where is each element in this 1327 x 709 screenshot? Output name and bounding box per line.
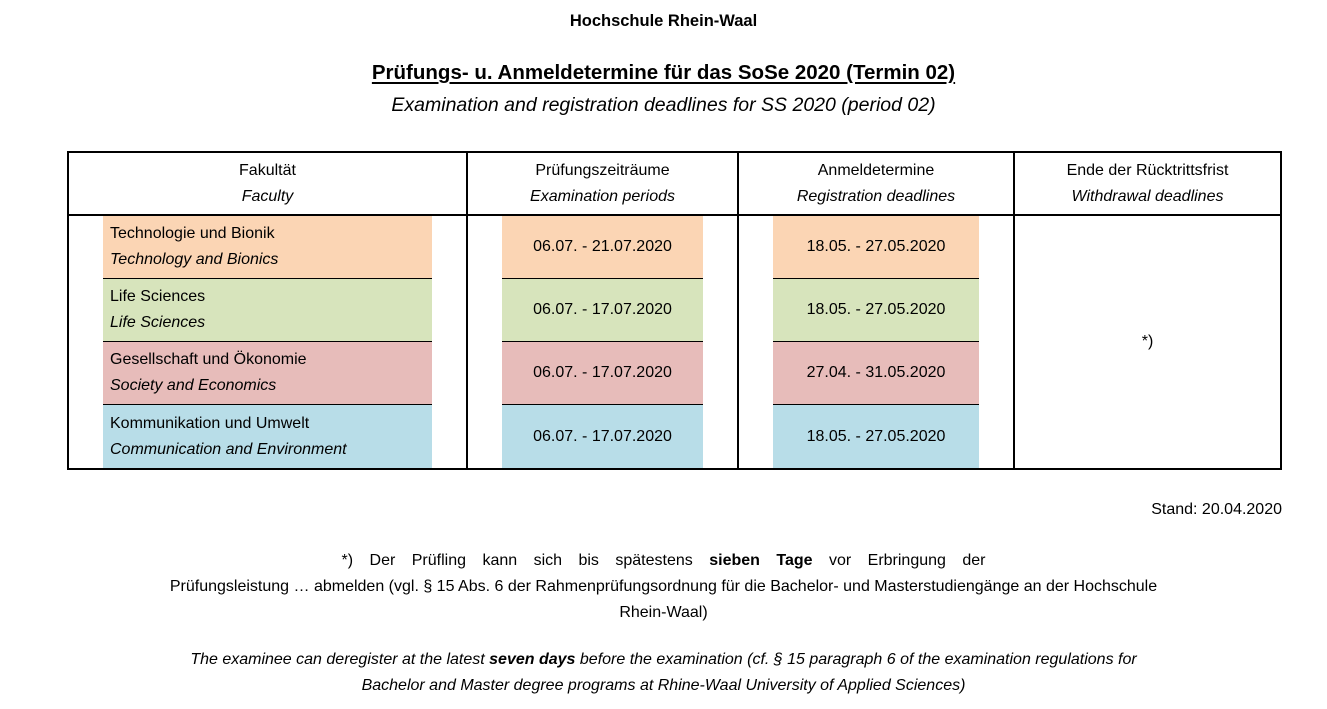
university-name: Hochschule Rhein-Waal [569, 12, 758, 30]
footnote-english-line2: Bachelor and Master degree programs at Rhine-Waal University of Applied Sciences) [361, 676, 966, 694]
withdrawal-note-marker: *) [1141, 333, 1154, 350]
column-header-faculty-de: Fakultät [239, 161, 296, 179]
column-header-exam-periods [466, 153, 737, 214]
faculty-name-en: Life Sciences [110, 314, 206, 331]
column-header-withdrawal-en: Withdrawal deadlines [1071, 187, 1224, 205]
footnote-english-bold: seven days [489, 651, 576, 668]
faculty-name-de: Life Sciences [110, 288, 206, 305]
exam-period-cell: 06.07. - 17.07.2020 [502, 279, 703, 342]
page-title [0, 61, 1327, 85]
faculty-name-en: Communication and Environment [110, 440, 347, 458]
column-header-exam-periods-de: Prüfungszeiträume [535, 161, 670, 179]
footnote-german-bold: sieben Tage [709, 552, 813, 569]
table-body [69, 216, 1280, 468]
faculty-cell-society [103, 342, 432, 405]
faculty-cell-life-sciences [103, 279, 432, 342]
faculty-name-en: Technology and Bionics [110, 251, 279, 268]
registration-cell: 18.05. - 27.05.2020 [773, 279, 979, 342]
exam-period-cell: 06.07. - 17.07.2020 [502, 405, 703, 468]
footnote-english-line1: The examinee can deregister at the latest seven days before the examination (cf. § 15 paragraph 6 of the examination regulations for [190, 651, 1137, 668]
withdrawal-column [1013, 216, 1280, 468]
faculty-name-de: Kommunikation und Umwelt [110, 414, 310, 432]
faculty-name-de: Gesellschaft und Ökonomie [110, 351, 307, 368]
footnote-german-line1: *) Der Prüfling kann sich bis spätestens sieben Tage vor Erbringung der [341, 552, 986, 569]
registration-cell: 18.05. - 27.05.2020 [773, 405, 979, 468]
footnote-german [0, 548, 1327, 626]
faculty-name-en: Society and Economics [110, 377, 277, 394]
footnote-english [0, 647, 1327, 698]
registration-cell: 27.04. - 31.05.2020 [773, 342, 979, 405]
column-header-registration [737, 153, 1013, 214]
column-header-registration-de: Anmeldetermine [817, 161, 935, 179]
column-header-exam-periods-en: Examination periods [530, 187, 675, 205]
column-header-withdrawal [1013, 153, 1280, 214]
column-header-faculty [69, 153, 466, 214]
column-header-withdrawal-de: Ende der Rücktrittsfrist [1066, 161, 1229, 179]
page-title-en: Examination and registration deadlines for SS 2020 (period 02) [391, 94, 936, 116]
faculty-name-de: Technologie und Bionik [110, 225, 275, 242]
column-header-registration-en: Registration deadlines [796, 187, 956, 205]
column-header-faculty-en: Faculty [241, 187, 294, 205]
registration-cell: 18.05. - 27.05.2020 [773, 216, 979, 279]
footnote-german-line3: Rhein-Waal) [619, 604, 708, 621]
page-title-de: Prüfungs- u. Anmeldetermine für das SoSe 2020 (Termin 02) [371, 61, 956, 84]
exam-period-column [466, 216, 737, 468]
faculty-cell-technology [103, 216, 432, 279]
faculty-cell-communication [103, 405, 432, 468]
footnote-german-line2: Prüfungsleistung … abmelden (vgl. § 15 Abs. 6 der Rahmenprüfungsordnung für die Bachelor- und Masterstudiengänge an der Hochschule [169, 578, 1158, 595]
registration-column [737, 216, 1013, 468]
table-header-row [69, 153, 1280, 216]
faculty-column [69, 216, 466, 468]
exam-period-cell: 06.07. - 17.07.2020 [502, 342, 703, 405]
status-date: Stand: 20.04.2020 [1151, 501, 1282, 518]
deadlines-table [67, 151, 1282, 470]
exam-period-cell: 06.07. - 21.07.2020 [502, 216, 703, 279]
